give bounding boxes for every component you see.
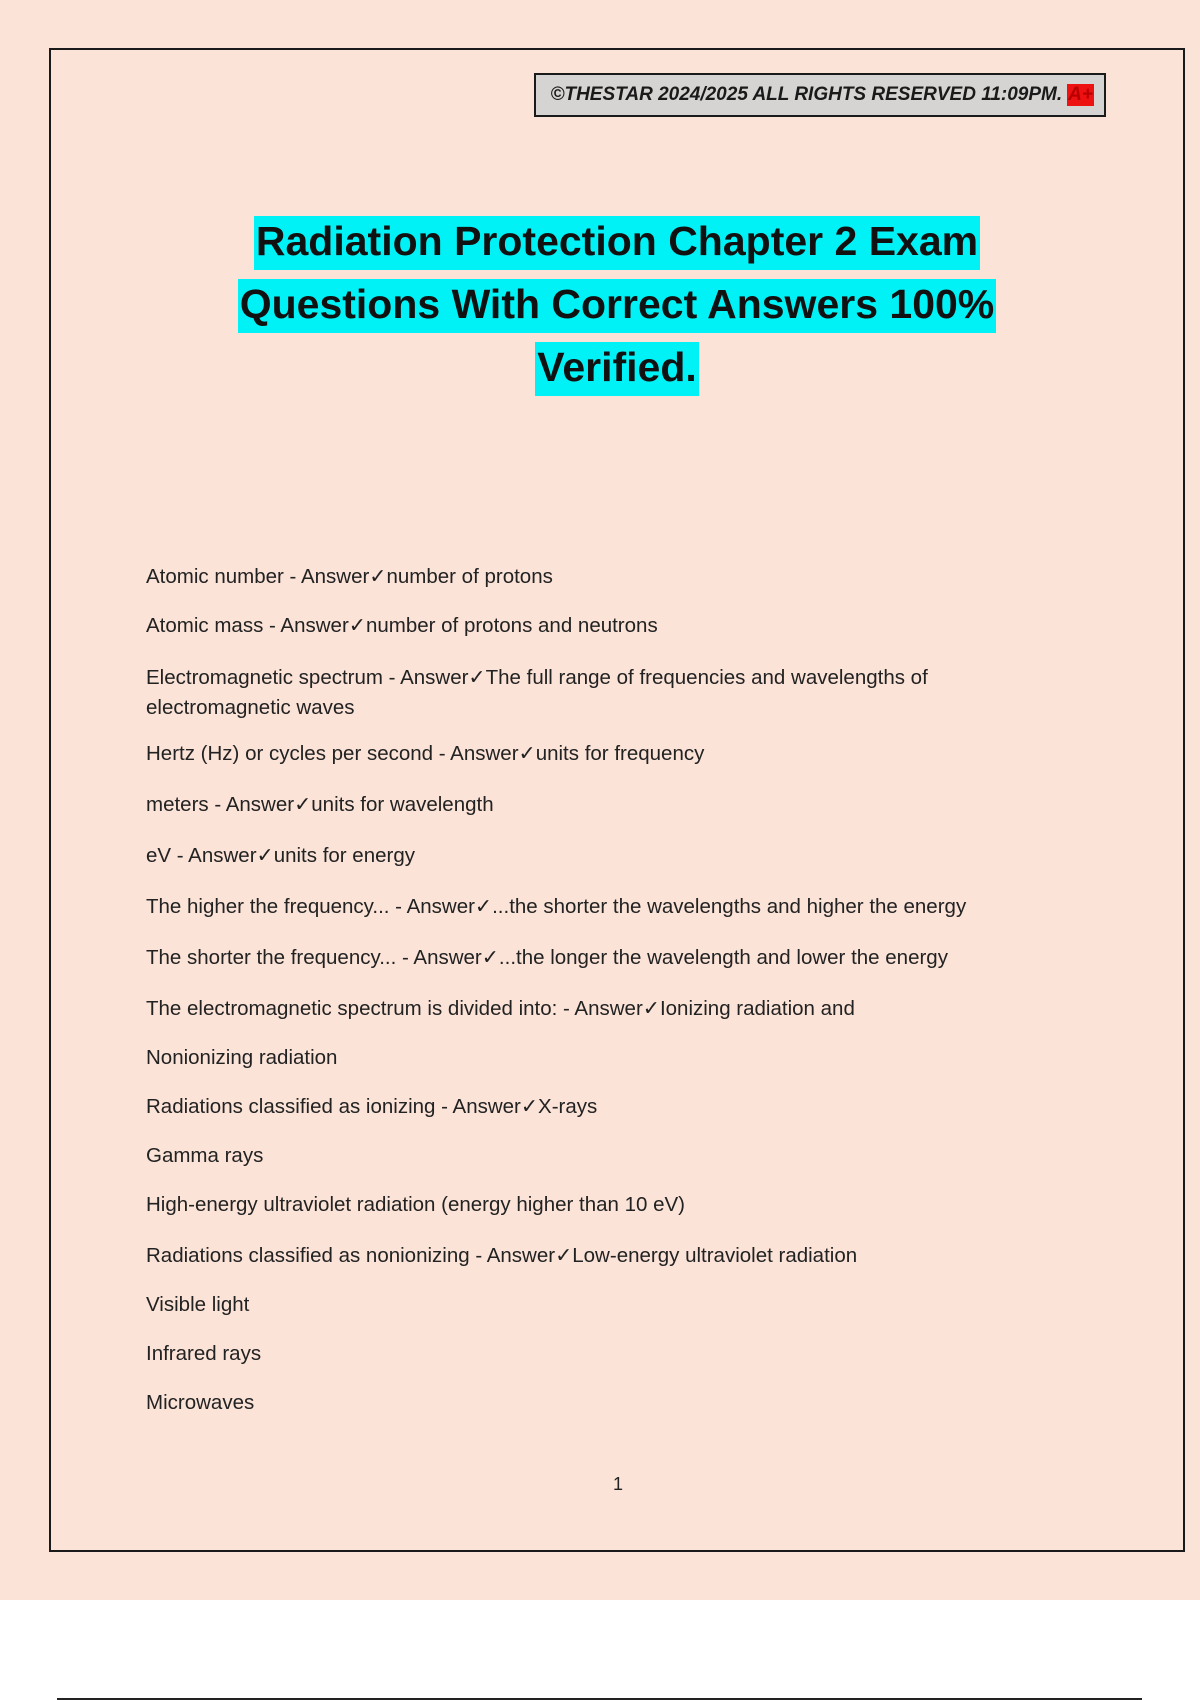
title-line: Radiation Protection Chapter 2 Exam xyxy=(100,210,1134,273)
qa-entry: Nonionizing radiation xyxy=(146,1046,338,1069)
page-number: 1 xyxy=(612,1474,623,1494)
qa-entry: Radiations classified as nonionizing - Answer✓Low-energy ultraviolet radiation xyxy=(146,1244,858,1267)
qa-entry: meters - Answer✓units for wavelength xyxy=(146,793,494,816)
qa-entry: High-energy ultraviolet radiation (energy higher than 10 eV) xyxy=(146,1193,686,1216)
qa-entry: Radiations classified as ionizing - Answer✓X-rays xyxy=(146,1095,598,1118)
grade-badge: A+ xyxy=(1068,84,1093,105)
document-title xyxy=(100,210,1134,399)
qa-entry: The electromagnetic spectrum is divided into: - Answer✓Ionizing radiation and xyxy=(146,997,855,1020)
qa-entry: The higher the frequency... - Answer✓...the shorter the wavelengths and higher the energy xyxy=(146,895,967,918)
qa-entry: Gamma rays xyxy=(146,1144,264,1167)
qa-entry: Hertz (Hz) or cycles per second - Answer✓units for frequency xyxy=(146,742,705,765)
qa-entry: Visible light xyxy=(146,1293,250,1316)
title-line: Questions With Correct Answers 100% xyxy=(100,273,1134,336)
copyright-banner xyxy=(534,73,1106,117)
title-line: Verified. xyxy=(100,336,1134,399)
qa-entry: The shorter the frequency... - Answer✓...the longer the wavelength and lower the energy xyxy=(146,946,948,969)
qa-entry: Atomic mass - Answer✓number of protons and neutrons xyxy=(146,614,658,637)
qa-entry: eV - Answer✓units for energy xyxy=(146,844,415,867)
copyright-text: ©THESTAR 2024/2025 ALL RIGHTS RESERVED 11:09PM. xyxy=(550,84,1063,105)
qa-entry: Electromagnetic spectrum - Answer✓The full range of frequencies and wavelengths of electromagnetic waves xyxy=(146,666,928,719)
qa-entry: Infrared rays xyxy=(146,1342,262,1365)
qa-entry: Atomic number - Answer✓number of protons xyxy=(146,565,553,588)
qa-list xyxy=(146,562,1076,1418)
qa-entry: Microwaves xyxy=(146,1391,255,1414)
